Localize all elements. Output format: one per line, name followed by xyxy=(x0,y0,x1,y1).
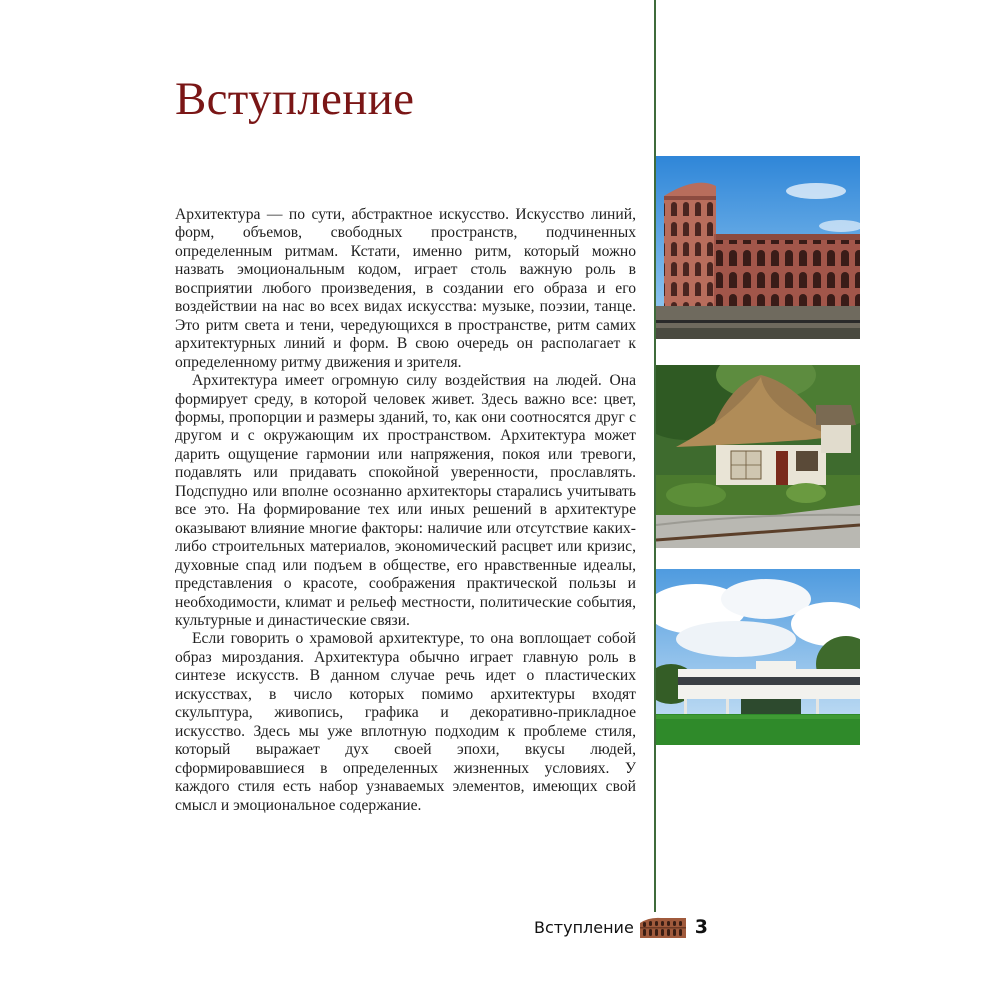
pavilion-illustration xyxy=(656,365,860,548)
colosseum-photo xyxy=(656,156,860,339)
footer-section-title: Вступление xyxy=(534,917,634,937)
colosseum-illustration xyxy=(656,156,860,339)
paragraph-2: Архитектура имеет огромную силу воздействия на людей. Она формирует среду, в которой человек живет. Здесь важно все: цвет, формы, пропорции и размеры зданий, то, как они соотносятся друг с другом и с окружающим их пространством. Архитектура может дарить ощущение гармонии или напряжения, покоя или тревоги, подавлять или придавать спокойной уверенности, прославлять. Подспудно или вполне осознанно архитекторы старались учитывать все это. На формирование тех или иных решений в архитектуре оказывают влияние многие факторы: наличие или отсутствие каких-либо строительных материалов, экономический расцвет или кризис, духовные спад или подъем в обществе, его нравственные идеалы, представления о красоте, соображения практической пользы и необходимости, климат и рельеф местности, политические события, культурные и династические связи. xyxy=(175,372,636,629)
paragraph-1: Архитектура — по сути, абстрактное искусство. Искусство линий, форм, объемов, свободных пространств, подчиненных определенным ритмам. Кстати, именно ритм, который можно назвать эмоциональным кодом, играет столь важную роль в восприятии любого произведения, в создании его образа и его воздействии на нас во всех видах искусства: музыке, поэзии, танце. Это ритм света и тени, чередующихся в пространстве, ритм самих архитектурных линий и форм. В свою очередь он располагает к определенному ритму движения и зрителя. xyxy=(175,206,636,371)
colosseum-icon xyxy=(639,915,687,939)
body-text xyxy=(175,206,636,815)
thatched-pavilion-photo xyxy=(656,365,860,548)
villa-illustration xyxy=(656,569,860,745)
page-footer xyxy=(534,912,708,942)
page-title: Вступление xyxy=(175,73,415,125)
paragraph-3: Если говорить о храмовой архитектуре, то она воплощает собой образ мироздания. Архитектура обычно играет главную роль в синтезе искусств. В данном случае речь идет о пластических искусствах, в число которых помимо архитектуры входят скульптура, живопись, графика и декоративно-прикладное искусство. Здесь мы уже вплотную подходим к проблеме стиля, который выражает дух своей эпохи, вкусы людей, сформировавшиеся в определенных жизненных условиях. У каждого стиля есть набор узнаваемых элементов, имеющих свой смысл и эмоциональное содержание. xyxy=(175,630,636,814)
modernist-villa-photo xyxy=(656,569,860,745)
page-number: 3 xyxy=(694,916,709,938)
